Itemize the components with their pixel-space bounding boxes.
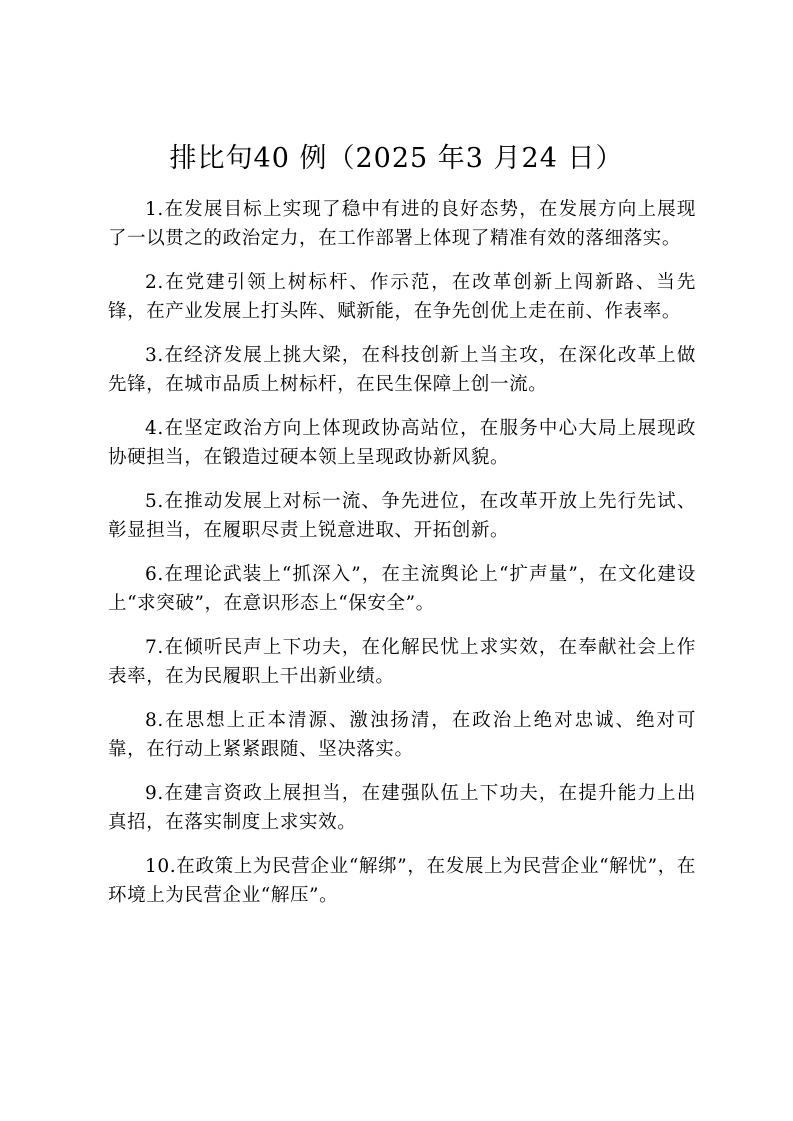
document-title: 排比句40 例（2025 年3 月24 日） [169, 143, 624, 174]
paragraph-10: 10.在政策上为民营企业“解绑”，在发展上为民营企业“解忧”，在环境上为民营企业“解压”。 [108, 856, 696, 906]
paragraph-7: 7.在倾听民声上下功夫，在化解民忧上求实效，在奉献社会上作表率，在为民履职上干出新业绩。 [108, 637, 696, 687]
paragraph-2: 2.在党建引领上树标杆、作示范，在改革创新上闯新路、当先锋，在产业发展上打头阵、赋新能，在争先创优上走在前、作表率。 [108, 272, 696, 322]
document-body [108, 196, 696, 926]
paragraph-5: 5.在推动发展上对标一流、争先进位，在改革开放上先行先试、彰显担当，在履职尽责上锐意进取、开拓创新。 [108, 491, 696, 541]
paragraph-9: 9.在建言资政上展担当，在建强队伍上下功夫，在提升能力上出真招，在落实制度上求实效。 [108, 783, 696, 833]
paragraph-1: 1.在发展目标上实现了稳中有进的良好态势，在发展方向上展现了一以贯之的政治定力，在工作部署上体现了精准有效的落细落实。 [108, 199, 696, 249]
paragraph-6: 6.在理论武装上“抓深入”，在主流舆论上“扩声量”，在文化建设上“求突破”，在意识形态上“保安全”。 [108, 564, 696, 614]
paragraph-8: 8.在思想上正本清源、激浊扬清，在政治上绝对忠诚、绝对可靠，在行动上紧紧跟随、坚决落实。 [108, 710, 696, 760]
paragraph-4: 4.在坚定政治方向上体现政协高站位，在服务中心大局上展现政协硬担当，在锻造过硬本领上呈现政协新风貌。 [108, 418, 696, 468]
paragraph-3: 3.在经济发展上挑大梁，在科技创新上当主攻，在深化改革上做先锋，在城市品质上树标杆，在民生保障上创一流。 [108, 345, 696, 395]
